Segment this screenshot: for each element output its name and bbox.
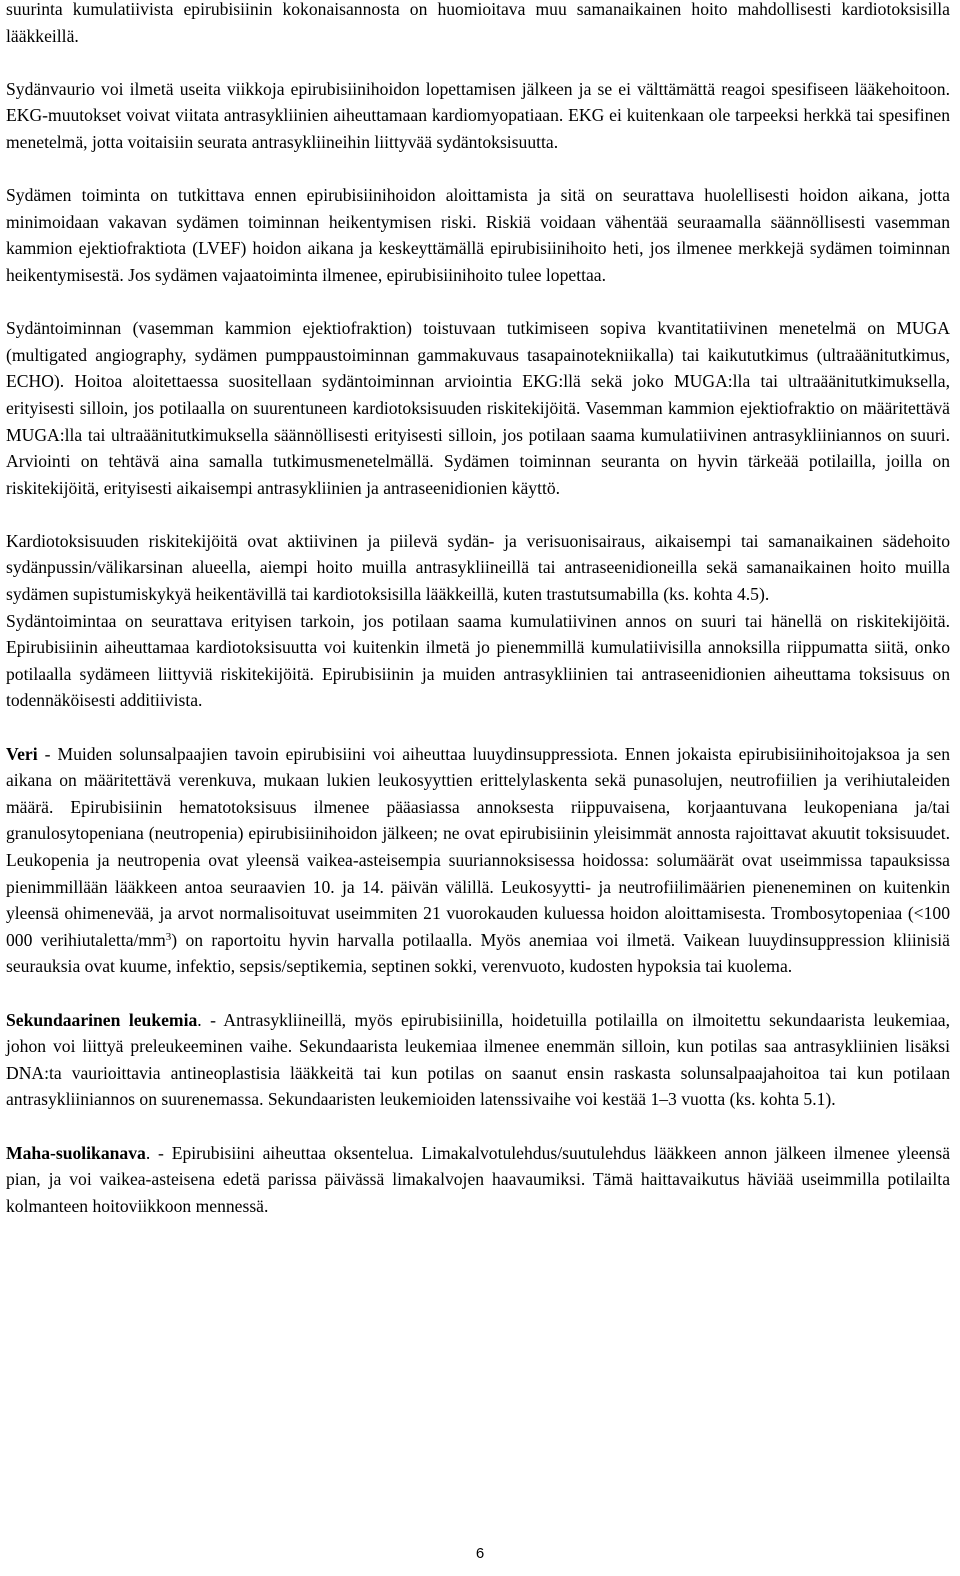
section-heading-secondary-leukemia: Sekundaarinen leukemia <box>6 1009 198 1030</box>
paragraph-cardiotoxicity-risk-factors: Kardiotoksisuuden riskitekijöitä ovat aktiivinen ja piilevä sydän- ja verisuonisairaus, aikaisempi tai samanaikainen sädehoito sydänpussin/välikarsinan alueella, aiempi hoito muilla antrasykliineillä tai antraseenidioneilla sekä samanaikainen hoito muilla sydämen supistumiskykyä heikentävillä tai kardiotoksisilla lääkkeillä, kuten trastutsumabilla (ks. kohta 4.5). <box>6 530 950 605</box>
section-text-gastrointestinal: . - Epirubisiini aiheuttaa oksentelua. Limakalvotulehdus/suutulehdus lääkkeen annon jälkeen ilmenee yleensä pian, ja voi vaikea-asteisena edetä parissa päivässä limakalvojen haavaumiksi. Tämä haittavaikutus häviää useimmilla potilailta kolmanteen hoitoviikkoon mennessä. <box>6 1142 950 1216</box>
section-secondary-leukemia <box>6 1007 950 1113</box>
document-body <box>6 0 950 1246</box>
section-heading-gastrointestinal: Maha-suolikanava <box>6 1142 146 1163</box>
section-heading-blood: Veri <box>6 743 38 764</box>
section-blood <box>6 741 950 980</box>
section-gastrointestinal <box>6 1140 950 1220</box>
paragraph-close-cardiac-follow-up: Sydäntoimintaa on seurattava erityisen tarkoin, jos potilaan saama kumulatiivinen annos on suuri tai hänellä on riskitekijöitä. Epirubisiinin aiheuttamaa kardiotoksisuutta voi kuitenkin ilmetä jo pienemmillä kumulatiivisilla annoksilla riippumatta siitä, onko potilaalla sydämeen liittyviä riskitekijöitä. Epirubisiinin ja muiden antrasykliinien tai antraseenidionien aiheuttama toksisuus on todennäköisesti additiivista. <box>6 610 950 711</box>
paragraph-muga-echo-assessment: Sydäntoiminnan (vasemman kammion ejektiofraktion) toistuvaan tutkimiseen sopiva kvantitatiivinen menetelmä on MUGA (multigated angiography, sydämen pumppaustoiminnan gammakuvaus tasapainotekniikalla) tai kaikututkimus (ultraäänitutkimus, ECHO). Hoitoa aloitettaessa suositellaan sydäntoiminnan arviointia EKG:llä sekä joko MUGA:lla tai ultraäänitutkimuksella, erityisesti silloin, jos potilaalla on suurentuneen kardiotoksisuuden riskitekijöitä. Vasemman kammion ejektiofraktio on määritettävä MUGA:lla tai ultraäänitutkimuksella säännöllisesti erityisesti silloin, jos potilaan saama kumulatiivinen antrasykliiniannos on suuri. Arviointi on tehtävä aina samalla tutkimusmenetelmällä. Sydämen toiminnan seuranta on hyvin tärkeää potilailla, joilla on riskitekijöitä, erityisesti aikaisempi antrasykliinien ja antraseenidionien käyttö. <box>6 318 950 498</box>
page-number: 6 <box>475 1545 485 1562</box>
paragraph-cardiac-damage-delay: Sydänvaurio voi ilmetä useita viikkoja epirubisiinihoidon lopettamisen jälkeen ja se ei välttämättä reagoi spesifiseen lääkehoitoon. EKG-muutokset voivat viitata antrasykliinien aiheuttamaan kardiomyopatiaan. EKG ei kuitenkaan ole tarpeeksi herkkä tai spesifinen menetelmä, jotta voitaisiin seurata antrasykliineihin liittyvää sydäntoksisuutta. <box>6 78 950 152</box>
section-text-blood-b: ) on raportoitu hyvin harvalla potilaalla. Myös anemiaa voi ilmetä. Vaikean luuydinsuppression kliinisiä seurauksia ovat kuume, infektio, sepsis/septikemia, septinen sokki, verenvuoto, kudosten hypoksia tai kuolema. <box>6 929 950 977</box>
superscript-cubic: 3 <box>165 930 172 943</box>
section-text-secondary-leukemia: . - Antrasykliineillä, myös epirubisiinilla, hoidetuilla potilailla on ilmoitettu sekundaarista leukemiaa, johon voi liittyä preleukeeminen vaihe. Sekundaarista leukemiaa ilmenee enemmän silloin, kun potilas saa antrasykliinien lisäksi DNA:ta vaurioittavia antineoplastisia lääkkeitä tai kun potilas on saanut ensin raskasta solunsalpaajahoitoa tai kun potilaan antrasykliiniannos on suurenemassa. Sekundaaristen leukemioiden latenssivaihe voi kestää 1–3 vuotta (ks. kohta 5.1). <box>6 1009 951 1110</box>
paragraph-cardiac-function-monitoring: Sydämen toiminta on tutkittava ennen epirubisiinihoidon aloittamista ja sitä on seurattava huolellisesti hoidon aikana, jotta minimoidaan vakavan sydämen toiminnan heikentymisen riski. Riskiä voidaan vähentää seuraamalla säännöllisesti vasemman kammion ejektiofraktiota (LVEF) hoidon aikana ja keskeyttämällä epirubisiinihoito heti, jos ilmenee merkkejä sydämen toiminnan heikentymisestä. Jos sydämen vajaatoiminta ilmenee, epirubisiinihoito tulee lopettaa. <box>6 185 950 285</box>
paragraph-cardiotoxic-cumulative-dose: suurinta kumulatiivista epirubisiinin kokonaisannosta on huomioitava muu samanaikainen hoito mahdollisesti kardiotoksisilla lääkkeillä. <box>6 0 950 46</box>
section-text-blood-a: - Muiden solunsalpaajien tavoin epirubisiini voi aiheuttaa luuydinsuppressiota. Ennen jokaista epirubisiinihoitojaksoa ja sen aikana on määritettävä verenkuva, mukaan lukien leukosyyttien erittelylaskenta sekä punasolujen, neutrofiilien ja verihiutaleiden määrä. Epirubisiinin hematotoksisuus ilmenee pääasiassa annoksesta riippuvaisena, korjaantuvana leukopeniana ja/tai granulosytopeniana (neutropenia) epirubisiinihoidon jälkeen; ne ovat epirubisiinin yleisimmät annosta rajoittavat akuutit toksisuudet. Leukopenia ja neutropenia ovat yleensä vaikea-asteisempia suuriannoksisessa hoidossa: solumäärät ovat useimmissa tapauksissa pienimmillään lääkkeen antoa seuraavien 10. ja 14. päivän välillä. Leukosyytti- ja neutrofiilimäärien pieneneminen on kuitenkin yleensä ohimenevää, ja arvot normalisoituvat useimmiten 21 vuorokauden kuluessa hoidon aloittamisesta. Trombosytopeniaa (<100 000 verihiutaletta/mm <box>6 743 950 950</box>
